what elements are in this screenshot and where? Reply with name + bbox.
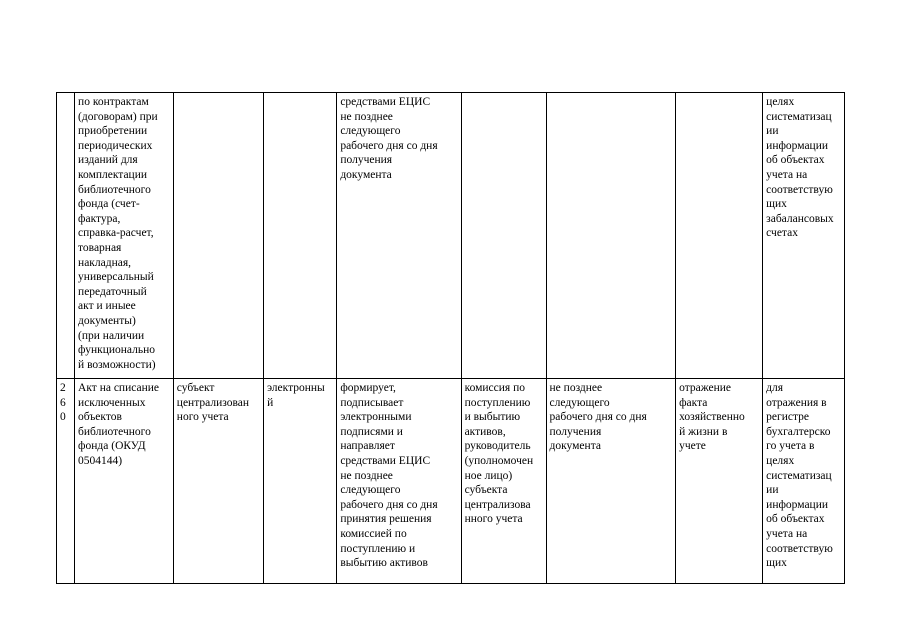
document-name-cell: по контрактам (договорам) при приобретении периодических изданий для комплектации библиотечного фонда (счет- фактура, справка-расчет, товарная накладная, универсальный передаточный акт и иныее документы) (при наличии функционально й возможности) bbox=[75, 93, 174, 379]
creator-cell bbox=[173, 93, 263, 379]
recipient-cell: комиссия по поступлению и выбытию активов, руководитель (уполномочен ное лицо) субъекта централизова нного учета bbox=[461, 379, 546, 584]
recipient-cell bbox=[461, 93, 546, 379]
table-row bbox=[57, 93, 845, 379]
form-cell bbox=[264, 93, 337, 379]
reflection-cell bbox=[676, 93, 763, 379]
deadline-cell bbox=[546, 93, 676, 379]
document-table bbox=[56, 92, 845, 584]
deadline-cell: не позднее следующего рабочего дня со дня получения документа bbox=[546, 379, 676, 584]
creator-cell: субъект централизован ного учета bbox=[173, 379, 263, 584]
purpose-cell: целях систематизац ии информации об объектах учета на соответствую щих забалансовых счетах bbox=[763, 93, 845, 379]
table-row bbox=[57, 379, 845, 584]
row-number-cell: 260 bbox=[57, 379, 75, 584]
action-cell: средствами ЕЦИС не позднее следующего рабочего дня со дня получения документа bbox=[337, 93, 461, 379]
reflection-cell: отражение факта хозяйственно й жизни в учете bbox=[676, 379, 763, 584]
document-name-cell: Акт на списание исключенных объектов библиотечного фонда (ОКУД 0504144) bbox=[75, 379, 174, 584]
action-cell: формирует, подписывает электронными подписями и направляет средствами ЕЦИС не позднее следующего рабочего дня со дня принятия решения комиссией по поступлению и выбытию активов bbox=[337, 379, 461, 584]
purpose-cell: для отражения в регистре бухгалтерско го учета в целях систематизац ии информации об объектах учета на соответствую щих bbox=[763, 379, 845, 584]
row-number-cell bbox=[57, 93, 75, 379]
form-cell: электронны й bbox=[264, 379, 337, 584]
